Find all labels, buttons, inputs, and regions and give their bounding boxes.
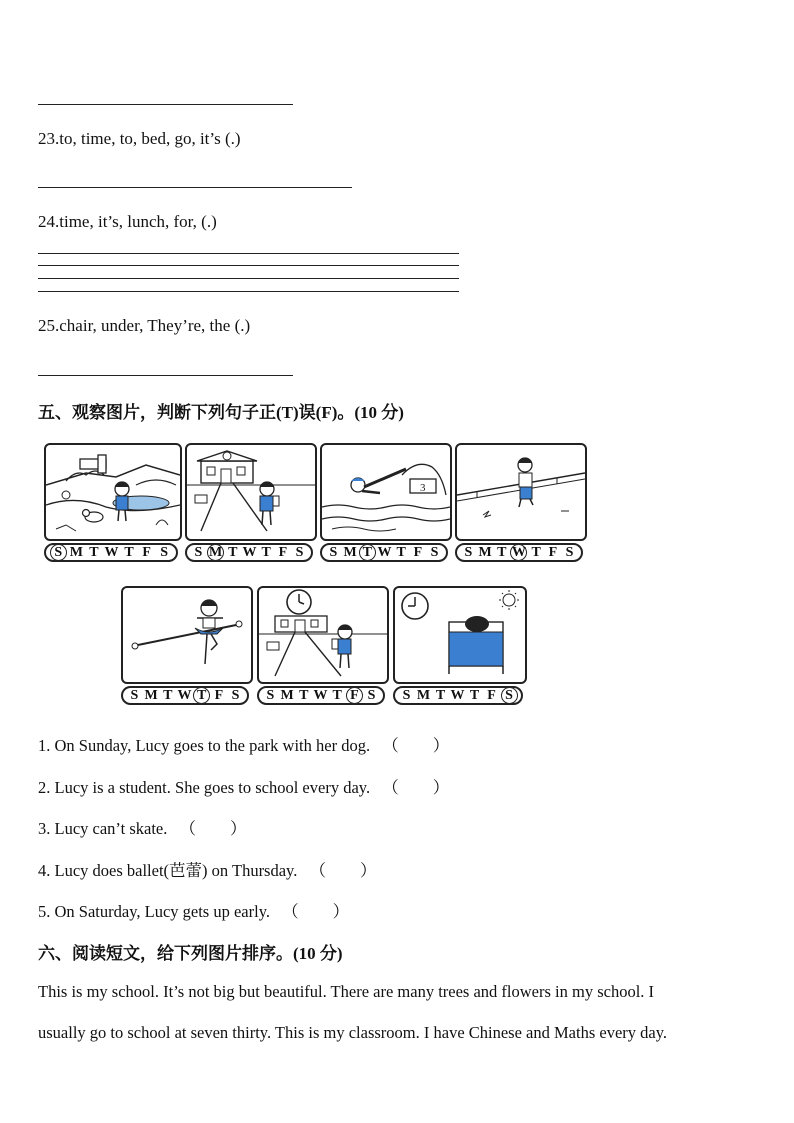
statement-text: 4. Lucy does ballet(芭蕾) on Thursday. (38, 861, 298, 880)
weekday-circled: S (501, 687, 518, 704)
answer-line-24a[interactable] (38, 253, 459, 254)
weekday: M (343, 544, 357, 560)
weekday: S (160, 544, 169, 560)
weekday: T (435, 687, 446, 703)
answer-line-25[interactable] (38, 375, 293, 376)
weekday-strip-3 (320, 543, 448, 562)
weekday: F (142, 544, 151, 560)
weekday-circled: M (208, 544, 223, 560)
weekday: S (430, 544, 439, 560)
weekday: T (469, 687, 480, 703)
statement-text: 5. On Saturday, Lucy gets up early. (38, 902, 271, 921)
statement-2 (38, 774, 449, 798)
weekday: W (242, 544, 257, 560)
weekday: M (416, 687, 431, 703)
answer-line-24d[interactable] (38, 291, 459, 292)
picture-panel-ballet (121, 586, 253, 684)
statement-text: 1. On Sunday, Lucy goes to the park with her dog. (38, 736, 371, 755)
reading-passage-line-1: This is my school. It’s not big but beautiful. There are many trees and flowers in my school. I (38, 982, 655, 1001)
answer-paren[interactable]: （ ） (179, 819, 247, 838)
weekday: S (565, 544, 574, 560)
question-23 (38, 129, 241, 149)
statement-text: 3. Lucy can’t skate. (38, 819, 168, 838)
answer-line-22[interactable] (38, 104, 293, 105)
weekday: F (548, 544, 558, 560)
picture-panel-bed (393, 586, 527, 684)
weekday: T (396, 544, 406, 560)
weekday-circled: F (346, 687, 363, 704)
weekday-circled: T (193, 687, 210, 704)
weekday-strip-6 (257, 686, 385, 705)
statement-4 (38, 857, 376, 881)
weekday-circled: T (359, 544, 376, 561)
weekday: S (329, 544, 338, 560)
picture-panel-swimming (320, 443, 452, 541)
weekday: S (194, 544, 203, 560)
weekday: S (367, 687, 376, 703)
weekday: W (177, 687, 192, 703)
section-6-title: 六、阅读短文，给下列图片排序。(10 分) (38, 944, 343, 963)
weekday: W (377, 544, 392, 560)
answer-line-24c[interactable] (38, 278, 459, 279)
weekday: T (261, 544, 271, 560)
weekday: S (231, 687, 240, 703)
question-25 (38, 316, 250, 336)
weekday: T (163, 687, 173, 703)
answer-paren[interactable]: （ ） (382, 736, 450, 755)
weekday: F (214, 687, 224, 703)
statement-text: 2. Lucy is a student. She goes to school every day. (38, 778, 371, 797)
question-number: 23. (38, 129, 60, 148)
weekday: T (228, 544, 238, 560)
svg-text:3: 3 (420, 482, 426, 494)
answer-line-23[interactable] (38, 187, 352, 188)
weekday: T (89, 544, 99, 560)
answer-line-24b[interactable] (38, 265, 459, 266)
weekday: T (332, 687, 342, 703)
weekday-strip-5 (121, 686, 249, 705)
picture-panel-park (44, 443, 182, 541)
question-words: chair, under, They’re, the (.) (59, 316, 251, 335)
weekday-strip-2 (185, 543, 313, 562)
weekday-circled: S (50, 544, 67, 561)
question-number: 25. (38, 316, 60, 335)
picture-panel-school (185, 443, 317, 541)
weekday-strip-1 (44, 543, 178, 562)
weekday-circled: W (511, 544, 526, 560)
reading-passage-line-2: usually go to school at seven thirty. This is my classroom. I have Chinese and Maths every day. (38, 1023, 668, 1042)
weekday: T (531, 544, 541, 560)
weekday: S (295, 544, 304, 560)
weekday-strip-7 (393, 686, 523, 705)
section-5-title: 五、观察图片，判断下列句子正(T)误(F)。(10 分) (38, 403, 404, 422)
weekday: S (130, 687, 139, 703)
weekday: F (413, 544, 423, 560)
weekday-strip-4 (455, 543, 583, 562)
weekday: F (278, 544, 288, 560)
question-words: to, time, to, bed, go, it’s (.) (59, 129, 241, 148)
weekday: M (144, 687, 158, 703)
picture-panel-skating (455, 443, 587, 541)
statement-5 (38, 898, 349, 922)
answer-paren[interactable]: （ ） (282, 902, 350, 921)
weekday: M (478, 544, 492, 560)
question-words: time, it’s, lunch, for, (.) (59, 212, 217, 231)
weekday: W (104, 544, 119, 560)
weekday: T (299, 687, 309, 703)
question-number: 24. (38, 212, 60, 231)
weekday: S (402, 687, 411, 703)
answer-paren[interactable]: （ ） (382, 778, 450, 797)
question-24 (38, 212, 217, 232)
answer-paren[interactable]: （ ） (309, 861, 377, 880)
weekday: W (313, 687, 328, 703)
weekday: T (497, 544, 507, 560)
weekday: M (69, 544, 83, 560)
weekday: S (266, 687, 275, 703)
weekday: W (450, 687, 465, 703)
weekday: M (280, 687, 294, 703)
weekday: S (464, 544, 473, 560)
statement-3 (38, 815, 246, 839)
weekday: F (487, 687, 496, 703)
picture-panel-school-clock (257, 586, 389, 684)
statement-1 (38, 732, 449, 756)
weekday: T (124, 544, 134, 560)
